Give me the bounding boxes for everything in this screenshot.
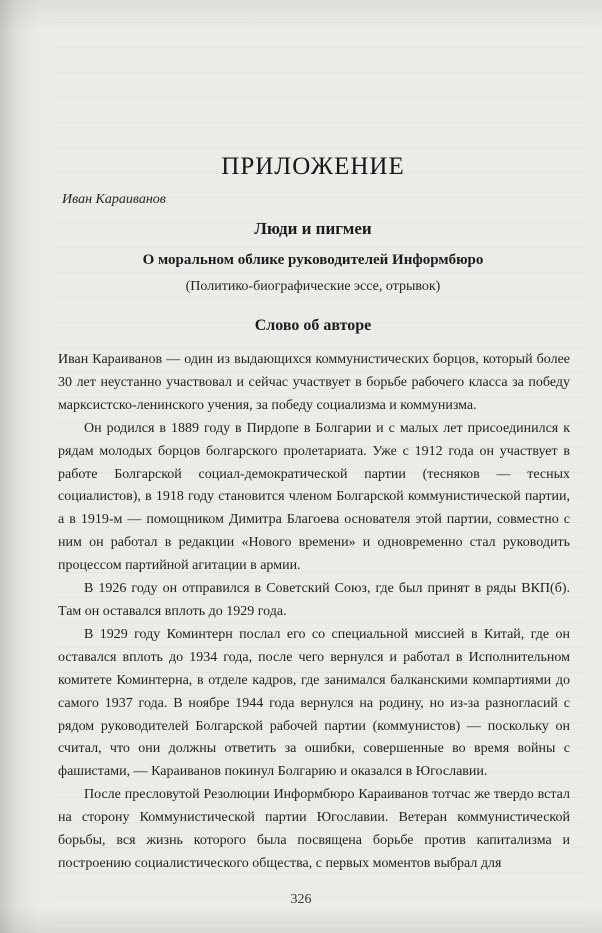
paragraph: В 1926 году он отправился в Советский Союз, где был принят в ряды ВКП(б). Там он оставался вплоть до 1929 года. [58,581,570,619]
paragraph: Он родился в 1889 году в Пирдопе в Болгарии и с малых лет присоединился к рядам молодых борцов болгарского пролетариата. Уже с 1912 года он участвует в работе Болгарской социал-демократической партии (тесняков — тесных социалистов), в 1918 году становится членом Болгарской коммунистической партии, а в 1919-м — помощником Димитра Благоева основателя этой партии, совместно с ним он работал в редакции «Нового времени» и одновременно стал руководить процессом партийной агитации в армии. [58,420,570,574]
author-name: Иван Караиванов [62,192,166,207]
paragraph: После пресловутой Резолюции Информбюро Караиванов тотчас же твердо встал на сторону Коммунистической партии Югославии. Ветеран коммунистической борьбы, вся жизнь которого была посвящена борьбе против капитализма и построению социалистического общества, с первых моментов выбрал для [58,787,570,871]
work-subtitle: О моральном облике руководителей Информбюро [142,252,484,268]
appendix-header [58,150,568,340]
work-title: Люди и пигмеи [254,219,372,238]
section-title: Слово об авторе [254,317,372,334]
body-text [58,349,570,876]
work-genre: (Политико-биографические эссе, отрывок) [185,279,441,294]
chapter-title: ПРИЛОЖЕНИЕ [221,153,405,180]
page-number: 326 [290,892,312,907]
paragraph: Иван Караиванов — один из выдающихся коммунистических борцов, который более 30 лет неустанно участвовал и сейчас участвует в борьбе рабочего класса за победу марксистско-ленинского учения, за победу социализма и коммунизма. [58,352,570,413]
paragraph: В 1929 году Коминтерн послал его со специальной миссией в Китай, где он оставался вплоть до 1934 года, после чего вернулся и работал в Исполнительном комитете Коминтерна, в отделе кадров, где занимался балканскими компартиями до самого 1937 года. В ноябре 1944 года вернулся на родину, но из-за разногласий с рядом руководителей Болгарской рабочей партии (коммунистов) — поскольку он считал, что они должны ответить за ошибки, совершенные во время войны с фашистами, — Караиванов покинул Болгарию и оказался в Югославии. [58,626,570,780]
